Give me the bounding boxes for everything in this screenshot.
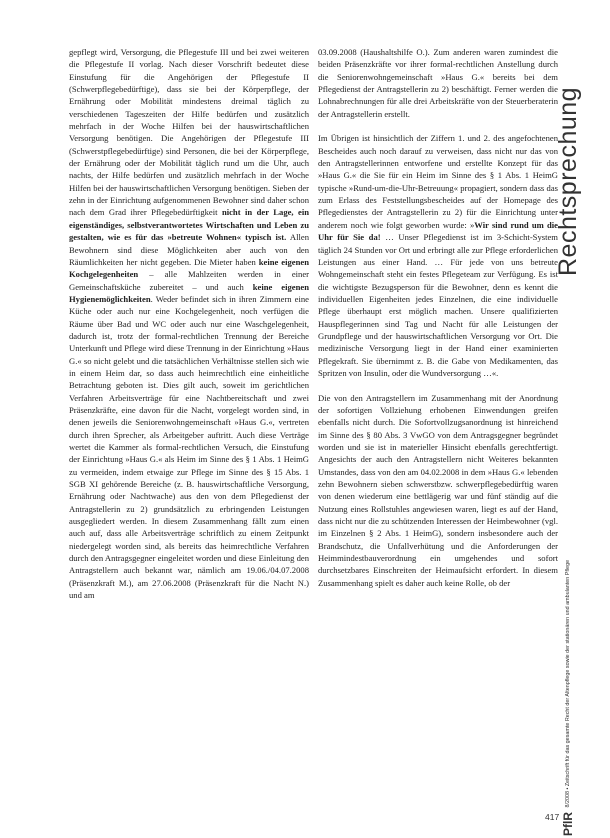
paragraph [318,46,558,120]
journal-imprint [559,536,577,836]
text-column-left [69,46,309,614]
text-run: Die von den Antragstellern im Zusammenhang mit der Anordnung der sofortigen Vollziehung erhobenen Einwendungen greifen ebenfalls nicht durch. Die Sofortvollzugsanordnung ist hinreichend im Sinne des § 80 Abs. 3 VwGO von dem Antragsgegner begründet worden und sie ist in materieller Hinsicht ebenfalls gerechtfertigt. Angesichts der auch den Antragstellern nicht Weiteres bekannten Umstandes, dass von den am 04.02.2008 in dem »Haus G.« lebenden zehn Bewohnern sieben schwerstbzw. schwerpflegebedürftig waren von denen wiederum eine bettlägerig war und fünf ständig auf die Nutzung eines Rollstuhles angewiesen waren, liegt es auf der Hand, dass nicht nur die zu schützenden Interessen der Heimbewohner (vgl. im Einzelnen § 2 Abs. 1 HeimG), sondern insbesondere auch der Brandschutz, die Unfallverhütung und die Anforderungen der Heimmindestbauverordnung ein umgehendes und sofort durchsetzbares Einschreiten der Heimaufsicht erfordert. In diesem Zusammenhang spielt es daher auch keine Rolle, ob der [318,392,558,588]
bold-text-run: nicht in der Lage, ein eigenständiges, selbstverantwortetes Wirtschaften und Leben zu gestalten, wie es für das »betreute Wohnen« typisch ist. [69,207,309,243]
text-run: . Weder befindet sich in ihren Zimmern eine Küche oder auch nur eine Kochgelegenheit, noch verfügen die Räume über Bad und WC oder auch nur eine Waschgelegenheit, dadurch ist, trotz der formal-rechtlichen Trennung der Bereiche Unterkunft und Pflege wird diese Trennung in der Einrichtung »Haus G.« so nicht gelebt und die tatsächlichen Verhältnisse stellen sich wie in einem Heim dar, so dass auch heimrechtlich eine einheitliche Betrachtung geboten ist. Dies gilt auch, soweit im gerichtlichen Verfahren Arbeitsverträge für eine Nachtbereitschaft und zwei Präsenzkräfte, eine davon für die Nacht, vorgelegt worden sind, in denen jeweils die Seniorenwohngemeinschaft »Haus G.«, vertreten durch ihren Sprecher, als Arbeitgeber auftritt. Auch diese Verträge wertet die Kammer als formal-rechtlichen Versuch, die Einstufung der Einrichtung »Haus G.« als Heim im Sinne des § 1 Abs. 1 HeimG zu vermeiden, indem etwaige zur Pflege im Sinne des § 15 Abs. 1 SGB XI gehörende Bereiche (z. B. hauswirtschaftliche Versorgung, Ernährung oder Nachtwache) aus den von dem Pflegedienst der Antragstellerin zu 2) grundsätzlich zu erbringenden Leistungen ausgegliedert werden. In diesem Zusammenhang fällt zum einen auch auf, dass alle Arbeitsverträge schriftlich zu einem Zeitpunkt niedergelegt worden sind, als bereits das heimrechtliche Verfahren durch den Antragsgegner eingeleitet worden und diese Einleitung den Antragstellern auch bekannt war, nämlich am 19.06./04.07.2008 (Präsenzkraft M.), am 27.06.2008 (Präsenzkraft für die Nacht N.) und am [69,293,309,601]
text-run: gepflegt wird, Versorgung, die Pflegestufe III und bei zwei weiteren die Pflegestufe II vorlag. Nach dieser Vorschrift bedeutet diese Einstufung für die Angehörigen der Pflegestufe II (Schwerpflegebedürftige), dass sie bei der Körperpflege, der Ernährung oder Mobilität mindestens dreimal täglich zu verschiedenen Tageszeiten der Hilfe bedürfen und zusätzlich mehrfach in der Woche Hilfen bei der hauswirtschaftlichen Versorgung benötigen. Die Angehörigen der Pflegestufe III (Schwerstpflegebedürftige) sind Personen, die bei der Körperpflege, der Ernährung oder der Mobilität täglich rund um die Uhr, auch nachts, der Hilfe bedürfen und zusätzlich mehrfach in der Woche Hilfen bei der hauswirtschaftlichen Versorgung benötigen. Sieben der zehn in der Einrichtung aufgenommenen Bewohner sind daher schon nach dem Grad ihrer Pflegebedürftigkeit [69,47,309,218]
text-run: Allen Bewohnern sind diese Möglichkeiten aber auch von den Räumlichkeiten her nicht gegeben. Die Mieter haben [69,232,309,267]
paragraph [318,392,558,590]
text-run: – alle Mahlzeiten werden in einer Gemeinschaftsküche zubereitet – und auch [69,269,309,292]
page-number: 417 [545,812,560,822]
bold-text-run: keine eigenen Hygienemöglichkeiten [69,281,309,304]
bold-text-run: keine eigenen Kochgelegenheiten [69,256,309,280]
text-column-right [318,46,558,601]
text-run: 03.09.2008 (Haushaltshilfe O.). Zum anderen waren zumindest die beiden Präsenzkräfte vor ihrer formal-rechtlichen Anstellung durch die Seniorenwohngemeinschaft »Haus G.« bereits bei dem Pflegedienst der Antragstellerin zu 2) beschäftigt. Ferner werden die Lohnabrechnungen für alle drei Arbeitskräfte von der Steuerberaterin der Antragstellerin erstellt. [318,47,558,119]
paragraph [318,132,558,379]
text-run: Im Übrigen ist hinsichtlich der Ziffern 1. und 2. des angefochtenen Bescheides auch noch darauf zu verweisen, dass nicht nur das von den Antragstellerinnen entworfene und erstellte Konzept für das »Haus G.« die Sie für ein Heim im Sinne des § 1 Abs. 1 HeimG typische »Rund-um-die-Uhr-Betreuung« propagiert, sondern dass das zum Erlass des Feststellungsbescheides auf der Homepage des Pflegedienstes der Antragstellerin zu 2) für die Einrichtung unter anderem noch wie folgt geworben wurde: » [318,133,558,230]
bold-text-run: Wir sind rund um die Uhr für Sie da! [318,219,558,243]
section-title: Rechtsprechung [554,86,582,276]
paragraph [69,46,309,601]
text-run: … Unser Pflegedienst ist im 3-Schicht-System täglich 24 Stunden vor Ort und erbringt alle zur Pflege erforderlichen Leistungen aus einer Hand. … Für jede von uns betreute Wohngemeinschaft steht ein festes Pflegeteam zur Verfügung. Es ist die wichtigste Bezugsperson für die Bewohner, denn es kennt die individuellen Eigenheiten jedes Einzelnen, die eine individuelle Pflege überhaupt erst möglich machen. Unsere qualifizierten Hauspflegerinnen sind Tag und Nacht für alle Leistungen der Grundpflege und der hauswirtschaftlichen Versorgung vor Ort. Die medizinische Versorgung liegt in der Hand einer examinierten Pflegekraft. Sie übernimmt z. B. die Gabe von Medikamenten, das Spritzen von Insulin, oder die Wundversorgung …«. [318,232,558,378]
journal-description: 8/2008 • Zeitschrift für das gesamte Recht der Altenpflege sowie der stationären und ambulanten Pflege [565,559,571,808]
journal-logo: PflR [561,812,575,836]
